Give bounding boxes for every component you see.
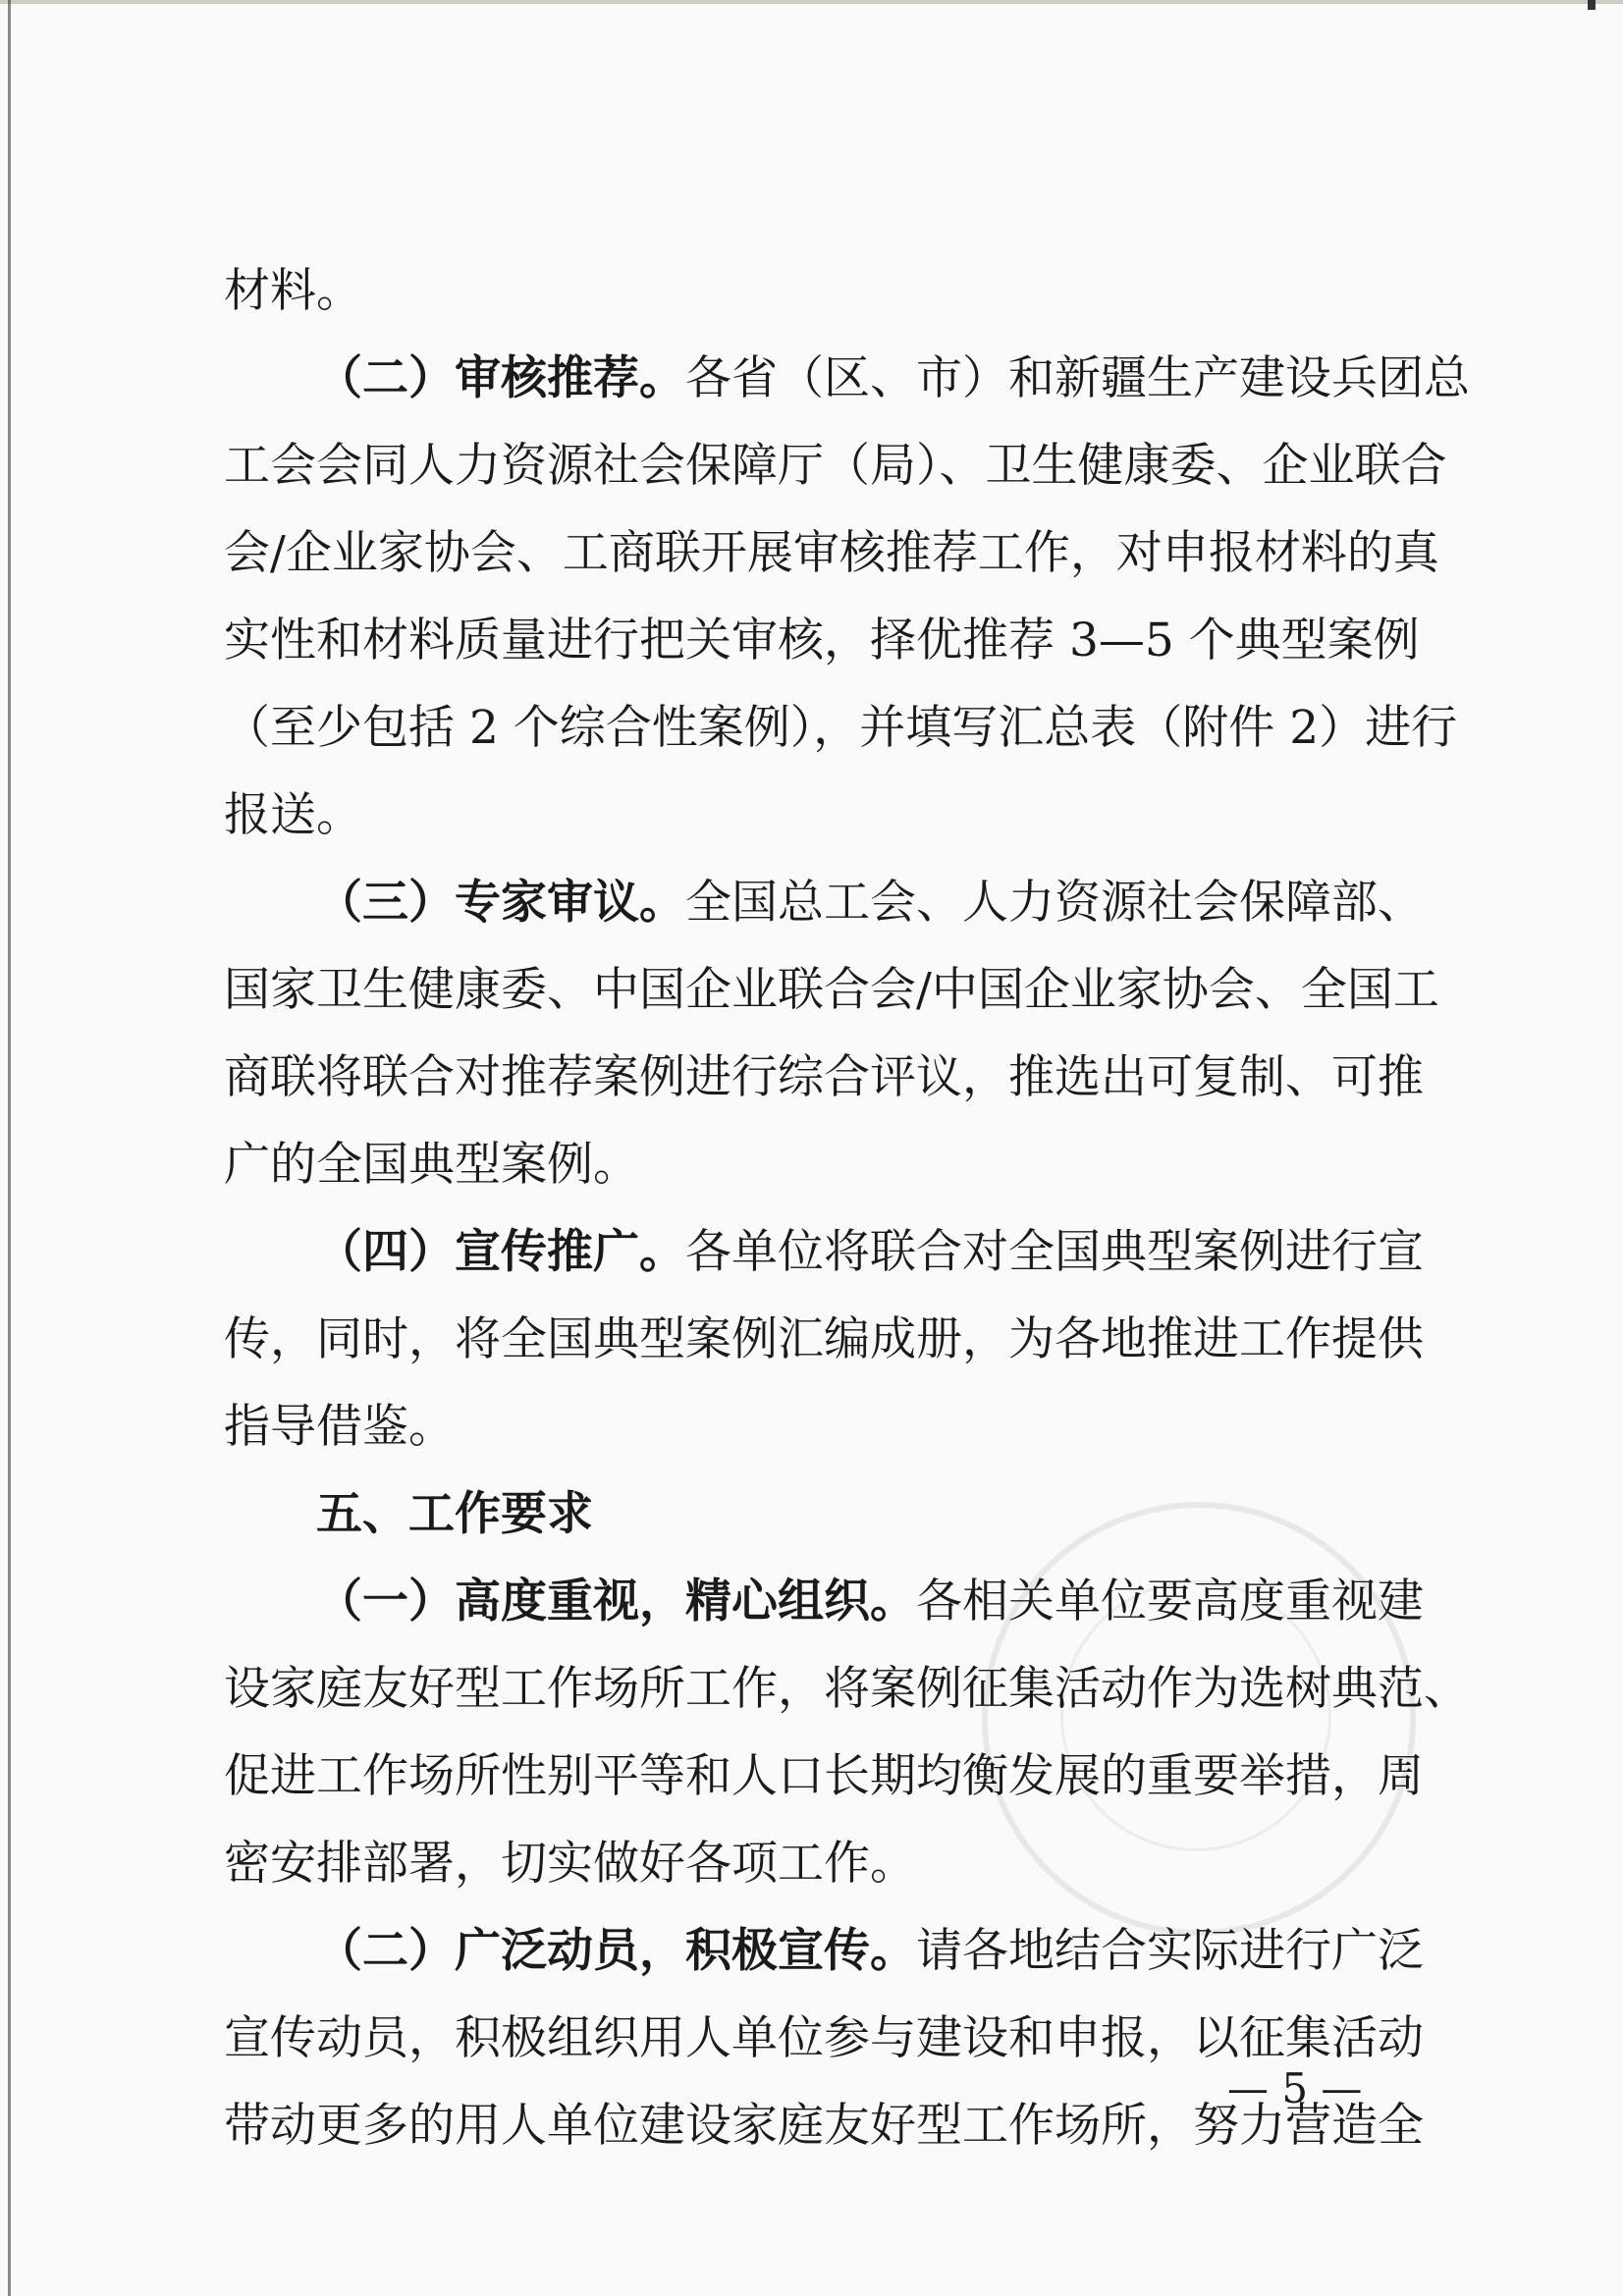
paragraph-lead: （二）广泛动员，积极宣传。 bbox=[316, 1924, 916, 1978]
line-text: 全国总工会、人力资源社会保障部、 bbox=[685, 876, 1424, 930]
line-text: 国家卫生健康委、中国企业联合会/中国企业家协会、全国工 bbox=[224, 963, 1439, 1017]
text-line bbox=[224, 1820, 1418, 1907]
section-heading: 五、工作要求 bbox=[316, 1487, 593, 1541]
paragraph-lead: （二）审核推荐。 bbox=[316, 351, 685, 405]
text-line bbox=[224, 335, 1470, 422]
body-text bbox=[224, 247, 1470, 2169]
line-text: 报送。 bbox=[224, 788, 362, 842]
text-line bbox=[224, 422, 1447, 509]
line-text: 各单位将联合对全国典型案例进行宣 bbox=[685, 1225, 1424, 1279]
text-line bbox=[224, 509, 1439, 597]
text-line bbox=[224, 1907, 1424, 1995]
line-text: 各省（区、市）和新疆生产建设兵团总 bbox=[685, 351, 1470, 405]
text-line bbox=[224, 859, 1424, 946]
line-text: 宣传动员，积极组织用人单位参与建设和申报，以征集活动 bbox=[224, 2011, 1424, 2065]
text-line bbox=[224, 1296, 1424, 1383]
text-line bbox=[224, 247, 1418, 335]
text-line bbox=[224, 684, 1458, 772]
paragraph-lead: （一）高度重视，精心组织。 bbox=[316, 1575, 916, 1629]
text-line bbox=[224, 1121, 1418, 1208]
text-line bbox=[224, 1470, 1418, 1558]
text-line bbox=[224, 1034, 1424, 1121]
line-text: 促进工作场所性别平等和人口长期均衡发展的重要举措，周 bbox=[224, 1749, 1424, 1803]
scan-edge-left bbox=[8, 0, 11, 2296]
line-text: （至少包括 2 个综合性案例），并填写汇总表（附件 2）进行 bbox=[224, 701, 1458, 755]
scan-mark bbox=[1588, 0, 1596, 10]
line-text: 传，同时，将全国典型案例汇编成册，为各地推进工作提供 bbox=[224, 1312, 1424, 1366]
paragraph-lead: （三）专家审议。 bbox=[316, 876, 685, 930]
line-text: 实性和材料质量进行把关审核，择优推荐 3—5 个典型案例 bbox=[224, 614, 1420, 667]
line-text: 各相关单位要高度重视建 bbox=[916, 1575, 1424, 1629]
text-line bbox=[224, 946, 1439, 1034]
line-text: 带动更多的用人单位建设家庭友好型工作场所，努力营造全 bbox=[224, 2099, 1424, 2153]
line-text: 广的全国典型案例。 bbox=[224, 1138, 639, 1192]
text-line bbox=[224, 1733, 1424, 1820]
text-line bbox=[224, 1645, 1470, 1733]
line-text: 设家庭友好型工作场所工作，将案例征集活动作为选树典范、 bbox=[224, 1662, 1470, 1716]
text-line bbox=[224, 597, 1418, 684]
line-text: 密安排部署，切实做好各项工作。 bbox=[224, 1837, 916, 1891]
line-text: 指导借鉴。 bbox=[224, 1400, 455, 1454]
line-text: 商联将联合对推荐案例进行综合评议，推选出可复制、可推 bbox=[224, 1050, 1424, 1104]
text-line bbox=[224, 1558, 1424, 1645]
text-line bbox=[224, 772, 1418, 859]
page-number: — 5 — bbox=[1227, 2064, 1363, 2112]
line-text: 材料。 bbox=[224, 264, 362, 318]
line-text: 请各地结合实际进行广泛 bbox=[916, 1924, 1424, 1978]
line-text: 工会会同人力资源社会保障厅（局）、卫生健康委、企业联合 bbox=[224, 439, 1447, 493]
line-text: 会/企业家协会、工商联开展审核推荐工作，对申报材料的真 bbox=[224, 526, 1439, 580]
scan-edge-top bbox=[0, 0, 1623, 4]
paragraph-lead: （四）宣传推广。 bbox=[316, 1225, 685, 1279]
text-line bbox=[224, 1208, 1424, 1296]
text-line bbox=[224, 1383, 1418, 1470]
